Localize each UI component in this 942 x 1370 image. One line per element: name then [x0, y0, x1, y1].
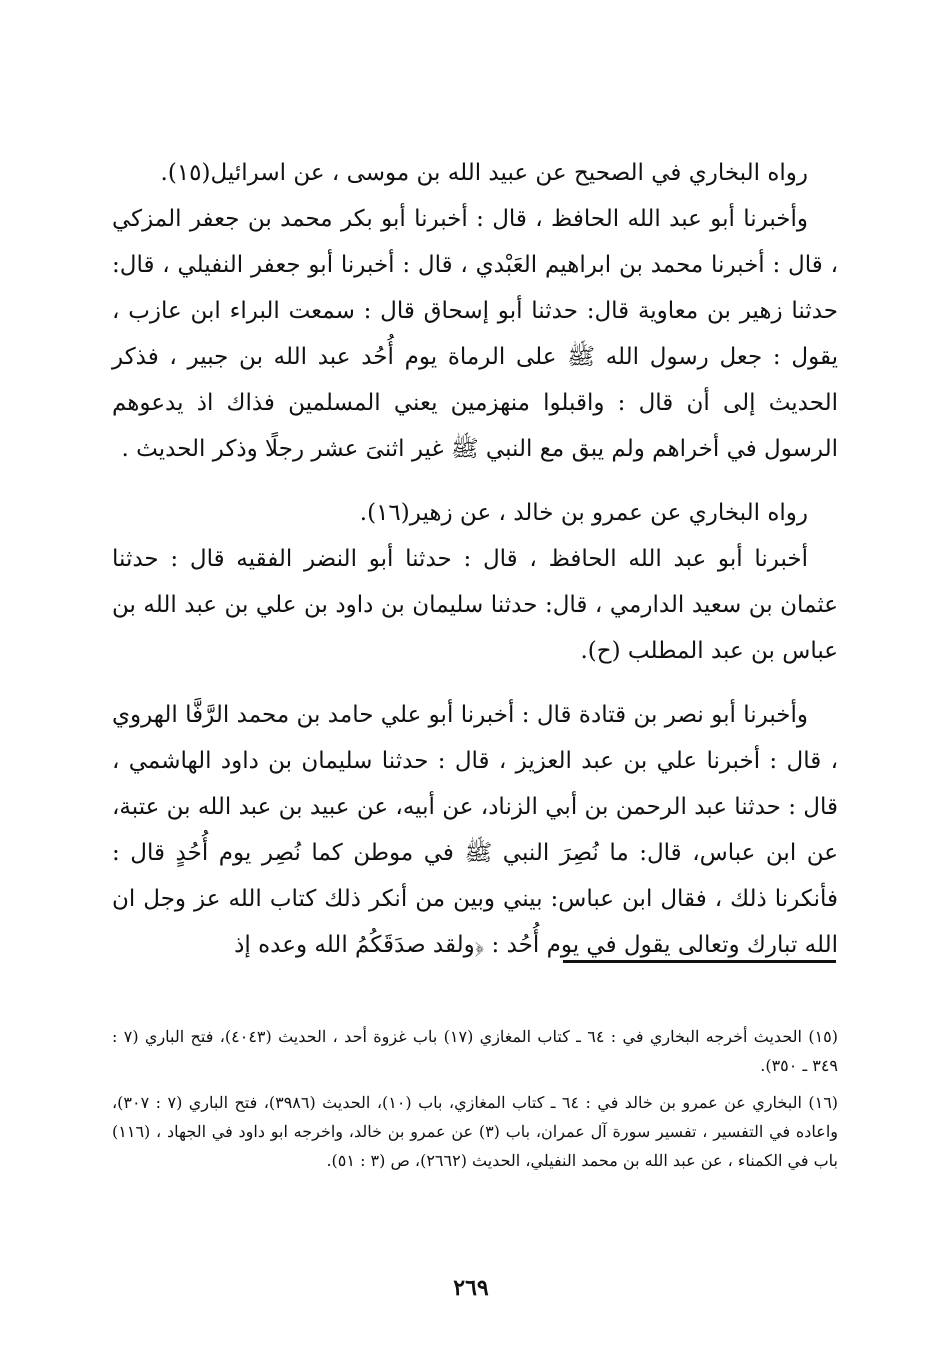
- paragraph-bukhari-narration-1: رواه البخاري في الصحيح عن عبيد الله بن موسى ، عن اسرائيل(١٥).: [160, 160, 808, 186]
- paragraph-bukhari-narration-2: رواه البخاري عن عمرو بن خالد ، عن زهير(١٦).: [359, 500, 808, 526]
- paragraph-hadith-uhud-archers: وأخبرنا أبو عبد الله الحافظ ، قال : أخبرنا أبو بكر محمد بن جعفر المزكي ، قال : أخبرنا محمد بن ابراهيم العَبْدي ، قال : أخبرنا أبو جعفر النفيلي ، قال: حدثنا زهير بن معاوية قال: حدثنا أبو إسحاق قال : سمعت البراء ابن عازب ، يقول : جعل رسول الله ﷺ على الرماة يوم أُحُد عبد الله بن جبير ، فذكر الحديث إلى أن قال : واقبلوا منهزمين يعني المسلمين فذاك اذ يدعوهم الرسول في أخراهم ولم يبق مع النبي ﷺ غير اثنىَ عشر رجلًا وذكر الحديث .: [112, 206, 838, 462]
- footnote-15: (١٥) الحديث أخرجه البخاري في : ٦٤ ـ كتاب المغازي (١٧) باب غزوة أحد ، الحديث (٤٠٤٣)، فتح الباري (٧ : ٣٤٩ ـ ٣٥٠).: [112, 1027, 839, 1075]
- paragraph-ibn-abbas-narration: وأخبرنا أبو نصر بن قتادة قال : أخبرنا أبو علي حامد بن محمد الرَّفَّا الهروي ، قال : أخبرنا علي بن عبد العزيز ، قال : حدثنا سليمان بن داود الهاشمي ، قال : حدثنا عبد الرحمن بن أبي الزناد، عن أبيه، عن عبيد بن عبد الله بن عتبة، عن ابن عباس، قال: ما نُصِرَ النبي ﷺ في موطن كما نُصِر يوم أُحُدٍ قال : فأنكرنا ذلك ، فقال ابن عباس: بيني وبين من أنكر ذلك كتاب الله عز وجل ان الله تبارك وتعالى يقول في يوم أُحُد : ﴿ولقد صدَقَكُمُ الله وعده إذ: [112, 702, 838, 958]
- page-number: ٢٦٩: [453, 1275, 489, 1301]
- paragraph-isnad-darimi: أخبرنا أبو عبد الله الحافظ ، قال : حدثنا أبو النضر الفقيه قال : حدثنا عثمان بن سعيد الدارمي ، قال: حدثنا سليمان بن داود بن علي بن عبد الله بن عباس بن عبد المطلب (ح).: [112, 546, 838, 664]
- footnotes: [112, 1022, 838, 1183]
- footnote-separator: [563, 960, 836, 963]
- main-text: [112, 150, 838, 968]
- footnote-16: (١٦) البخاري عن عمرو بن خالد في : ٦٤ ـ كتاب المغازي، باب (١٠)، الحديث (٣٩٨٦)، فتح الباري (٧ : ٣٠٧)، واعاده في التفسير ، تفسير سورة آل عمران، باب (٣) عن عمرو بن خالد، واخرجه ابو داود في الجهاد ، (١١٦) باب في الكمناء ، عن عبد الله بن محمد النفيلي، الحديث (٢٦٦٢)، ص (٣ : ٥١).: [112, 1093, 839, 1170]
